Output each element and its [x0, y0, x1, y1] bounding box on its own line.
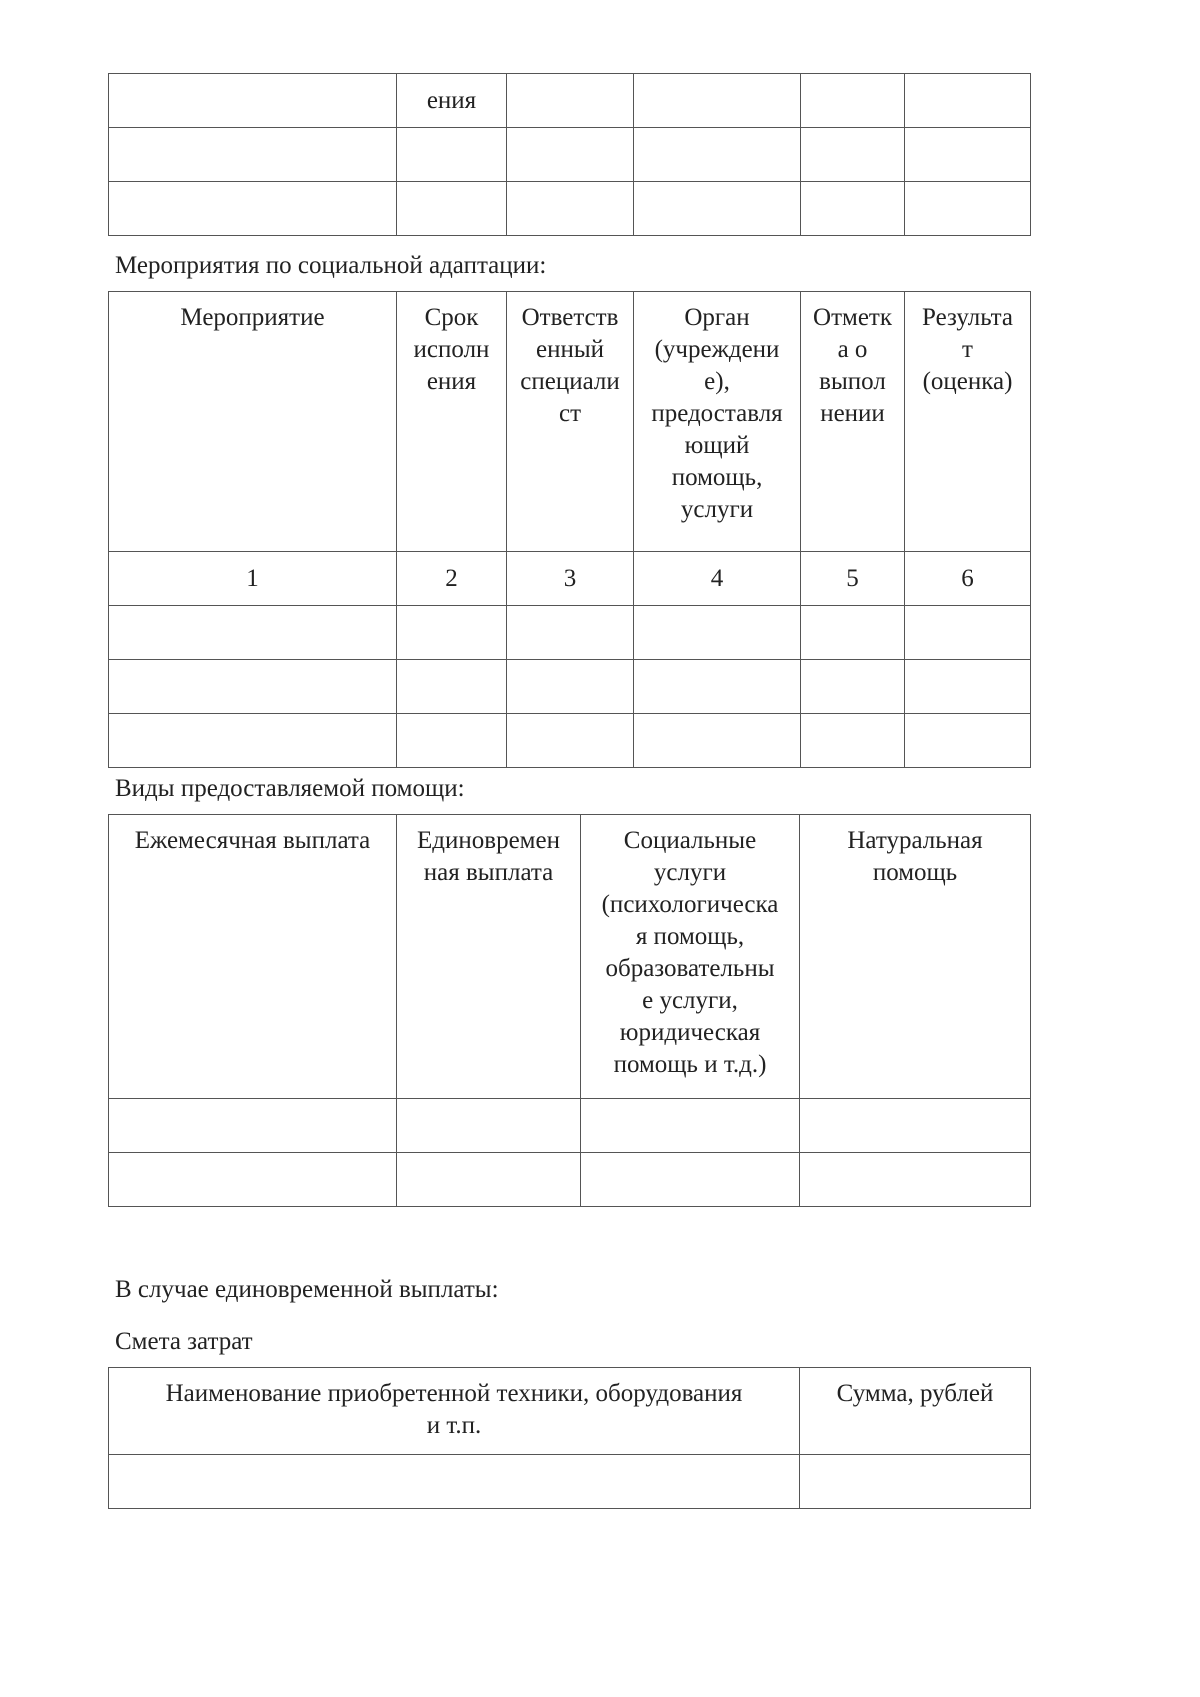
- table-row: [109, 714, 1031, 768]
- table-row: [109, 128, 1031, 182]
- table-cell: [109, 714, 397, 768]
- table-cell: [109, 74, 397, 128]
- table-row: [109, 660, 1031, 714]
- table-cell: [634, 714, 801, 768]
- table-cell: [634, 128, 801, 182]
- table-header-row: [109, 1368, 1031, 1455]
- table-cell: ения: [397, 74, 507, 128]
- table-cell: [905, 74, 1031, 128]
- column-number: 1: [109, 552, 397, 606]
- table-cell: [109, 660, 397, 714]
- table-cell: [109, 1455, 800, 1509]
- table-cell: [801, 128, 905, 182]
- table-cell: [109, 128, 397, 182]
- table-cell: [397, 182, 507, 236]
- table-header-row: [109, 815, 1031, 1099]
- table-cell: [800, 1153, 1031, 1207]
- header-deadline: Срок исполн ения: [397, 292, 507, 552]
- table-row: [109, 182, 1031, 236]
- continuation-table: [108, 73, 1031, 236]
- column-number-row: [109, 552, 1031, 606]
- table-cell: [801, 606, 905, 660]
- table-cell: [905, 714, 1031, 768]
- table-cell: [801, 660, 905, 714]
- table-cell: [397, 1153, 581, 1207]
- table-cell: [801, 714, 905, 768]
- table-cell: [507, 128, 634, 182]
- table-row: [109, 1099, 1031, 1153]
- table-cell: [109, 1099, 397, 1153]
- table-cell: [507, 660, 634, 714]
- table-cell: [800, 1099, 1031, 1153]
- table-row: [109, 1153, 1031, 1207]
- lump-sum-caption: В случае единовременной выплаты:: [115, 1276, 499, 1303]
- table-cell: [507, 182, 634, 236]
- header-in-kind-aid: Натуральная помощь: [800, 815, 1031, 1099]
- header-lump-sum-payment: Единовремен ная выплата: [397, 815, 581, 1099]
- column-number: 2: [397, 552, 507, 606]
- activities-table: [108, 291, 1031, 768]
- table-cell: [905, 660, 1031, 714]
- table-cell: [397, 714, 507, 768]
- header-result: Результа т (оценка): [905, 292, 1031, 552]
- table-cell: [581, 1153, 800, 1207]
- table-row: [109, 1455, 1031, 1509]
- table-cell: [905, 128, 1031, 182]
- aid-types-caption: Виды предоставляемой помощи:: [115, 775, 465, 802]
- table-cell: [581, 1099, 800, 1153]
- header-equipment-name: Наименование приобретенной техники, оборудования и т.п.: [109, 1368, 800, 1455]
- table-cell: [634, 74, 801, 128]
- table-cell: [801, 74, 905, 128]
- header-responsible: Ответств енный специали ст: [507, 292, 634, 552]
- header-amount: Сумма, рублей: [800, 1368, 1031, 1455]
- table-cell: [397, 1099, 581, 1153]
- table-cell: [397, 660, 507, 714]
- header-organization: Орган (учреждени е), предоставля ющий помощь, услуги: [634, 292, 801, 552]
- table-cell: [397, 128, 507, 182]
- header-activity: Мероприятие: [109, 292, 397, 552]
- table-cell: [109, 606, 397, 660]
- column-number: 5: [801, 552, 905, 606]
- table-header-row: [109, 292, 1031, 552]
- header-social-services: Социальные услуги (психологическа я помощь, образовательны е услуги, юридическая помощь и т.д.): [581, 815, 800, 1099]
- column-number: 6: [905, 552, 1031, 606]
- table-cell: [507, 714, 634, 768]
- table-cell: [905, 606, 1031, 660]
- table-row: [109, 74, 1031, 128]
- table-cell: [905, 182, 1031, 236]
- column-number: 3: [507, 552, 634, 606]
- table-cell: [801, 182, 905, 236]
- table-cell: [397, 606, 507, 660]
- table-cell: [507, 606, 634, 660]
- table-cell: [507, 74, 634, 128]
- table-cell: [634, 182, 801, 236]
- table-cell: [109, 1153, 397, 1207]
- table-row: [109, 606, 1031, 660]
- table-cell: [800, 1455, 1031, 1509]
- table-cell: [109, 182, 397, 236]
- column-number: 4: [634, 552, 801, 606]
- header-completion-mark: Отметк а о выпол нении: [801, 292, 905, 552]
- aid-types-table: [108, 814, 1031, 1207]
- estimate-caption: Смета затрат: [115, 1328, 253, 1355]
- activities-caption: Мероприятия по социальной адаптации:: [115, 252, 547, 279]
- header-monthly-payment: Ежемесячная выплата: [109, 815, 397, 1099]
- table-cell: [634, 606, 801, 660]
- table-cell: [634, 660, 801, 714]
- estimate-table: [108, 1367, 1031, 1509]
